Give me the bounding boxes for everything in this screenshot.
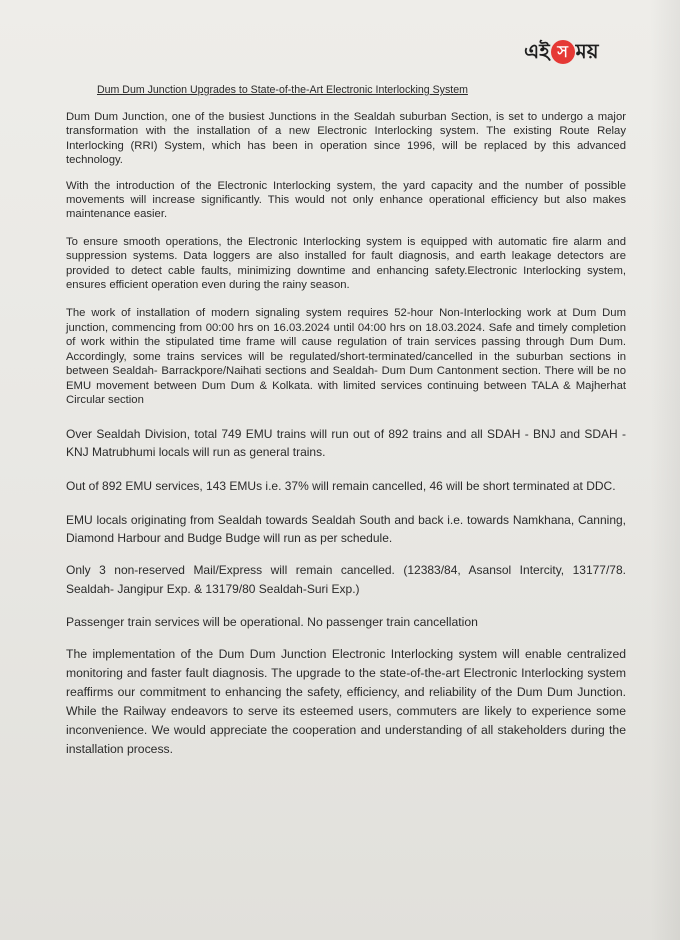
paragraph: The implementation of the Dum Dum Junction Electronic Interlocking system will enable centralized monitoring and faster fault diagnosis. The upgrade to the state-of-the-art Electronic Interlocking system reaffirms our commitment to enhancing the safety, efficiency, and reliability of the Dum Dum Junction. While the Railway endeavors to serve its esteemed users, commuters are likely to experience some inconvenience. We would appreciate the cooperation and understanding of all stakeholders during the installation process. [66, 647, 626, 757]
paragraph: With the introduction of the Electronic Interlocking system, the yard capacity and the number of possible movements will increase significantly. This would not only enhance operational efficiency but also makes maintenance easier. [66, 179, 626, 221]
paragraph: Passenger train services will be operational. No passenger train cancellation [66, 615, 478, 630]
document-body [66, 110, 626, 759]
page-edge-shadow [650, 0, 680, 940]
paragraph: Out of 892 EMU services, 143 EMUs i.e. 37% will remain cancelled, 46 will be short terminated at DDC. [66, 479, 616, 494]
paragraph: To ensure smooth operations, the Electronic Interlocking system is equipped with automatic fire alarm and suppression systems. Data loggers are also installed for fault diagnosis, and earth leakage detectors are provided to detect cable faults, minimizing downtime and enhancing safety.Electronic Interlocking system, ensures efficient operation even during the rainy season. [66, 235, 626, 292]
paragraph: EMU locals originating from Sealdah towards Sealdah South and back i.e. towards Namkhana, Canning, Diamond Harbour and Budge Budge will run as per schedule. [66, 513, 626, 546]
paragraph: Dum Dum Junction, one of the busiest Junctions in the Sealdah suburban Section, is set to undergo a major transformation with the installation of a new Electronic Interlocking system. The existing Route Relay Interlocking (RRI) System, which has been in operation since 1996, will be replaced by this advanced technology. [66, 111, 626, 167]
logo-circle-letter: স [551, 40, 575, 64]
document-title: Dum Dum Junction Upgrades to State-of-the-Art Electronic Interlocking System [97, 84, 468, 96]
paragraph: Over Sealdah Division, total 749 EMU trains will run out of 892 trains and all SDAH - BNJ and SDAH - KNJ Matrubhumi locals will run as general trains. [66, 427, 626, 460]
logo-text-start: এই [524, 39, 550, 63]
logo-text-end: ময় [575, 39, 599, 63]
publisher-logo [524, 37, 599, 70]
paragraph: The work of installation of modern signaling system requires 52-hour Non-Interlocking work at Dum Dum junction, commencing from 00:00 hrs on 16.03.2024 until 04:00 hrs on 18.03.2024. Safe and timely completion of work within the stipulated time frame will cause regulation of train services passing through Dum Dum. Accordingly, some trains services will be regulated/short-terminated/cancelled in the suburban sections in between Sealdah- Barrackpore/Naihati sections and Sealdah- Dum Dum Cantonment section. There will be no EMU movement between Dum Dum & Kolkata. with limited services continuing between TALA & Majherhat Circular section [66, 307, 626, 406]
paragraph: Only 3 non-reserved Mail/Express will remain cancelled. (12383/84, Asansol Intercity, 13177/78. Sealdah- Jangipur Exp. & 13179/80 Sealdah-Suri Exp.) [66, 563, 626, 597]
